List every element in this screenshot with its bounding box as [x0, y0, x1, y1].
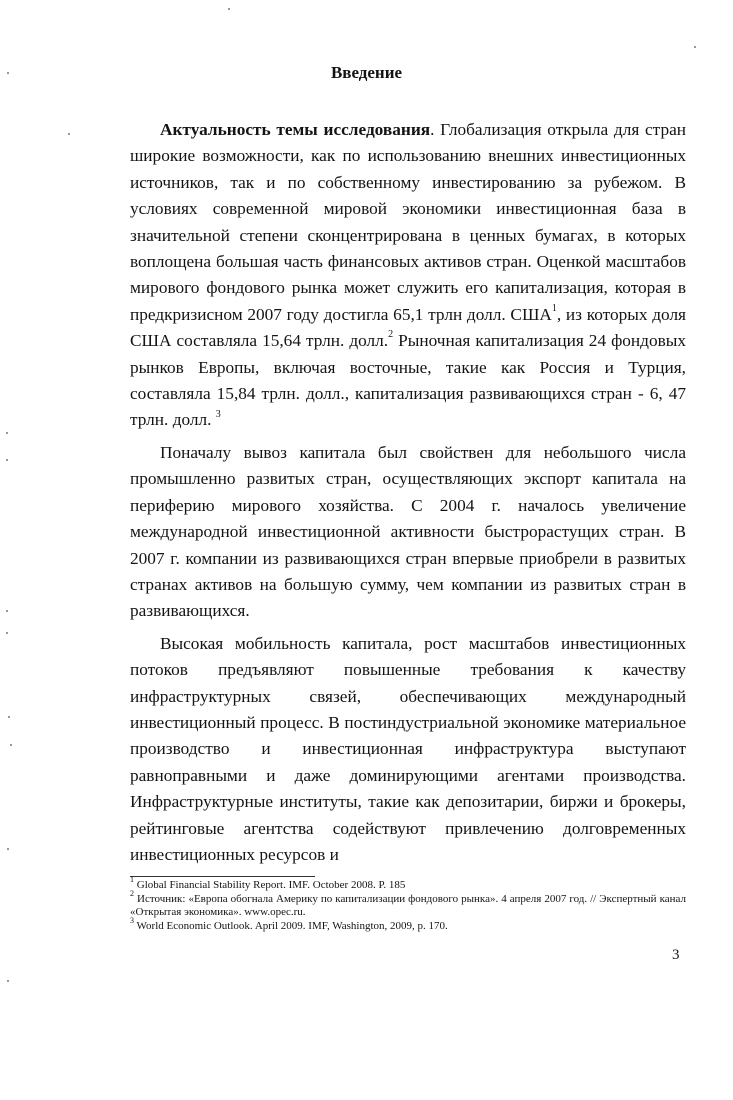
footnote-text: World Economic Outlook. April 2009. IMF, Washington, 2009, p. 170.: [134, 919, 448, 932]
footnote-text: Источник: «Европа обогнала Америку по капитализации фондового рынка». 4 апреля 2007 год. // Экспертный канал «Открытая экономика». www.opec.ru.: [130, 892, 686, 919]
scan-speck: [6, 459, 8, 461]
page-title: Введение: [330, 63, 403, 82]
body-text: [130, 117, 686, 868]
scan-speck: [8, 716, 10, 718]
scan-speck: [68, 133, 70, 135]
page-number: 3: [672, 947, 680, 963]
footnote-ref: 2: [388, 329, 394, 341]
scan-speck: [7, 72, 9, 74]
scan-speck: [7, 980, 9, 982]
footnote-ref: 1: [551, 303, 557, 315]
footnote-2: [130, 888, 686, 920]
footnote-mark: 3: [130, 916, 134, 926]
scan-speck: [6, 610, 8, 612]
footnote-divider: [130, 876, 315, 877]
paragraph-1: [130, 117, 686, 434]
paragraph-lead: Актуальность темы исследования: [160, 120, 431, 139]
paragraph-text: , из которых доля США составляла 15,64 трлн. долл.: [130, 304, 687, 351]
paragraph-text: Рыночная капитализация 24 фондовых рынков Европы, включая восточные, такие как Россия и Турция, составляла 15,84 трлн. долл., капитализация развивающихся стран - 6, 47 трлн. долл.: [130, 331, 687, 430]
footnote-mark: 2: [130, 888, 134, 898]
paragraph-3: Высокая мобильность капитала, рост масштабов инвестиционных потоков предъявляют повышенные требования к качеству инфраструктурных связей, обеспечивающих международный инвестиционный процесс. В постиндустриальной экономике материальное производство и инвестиционная инфраструктура выступают равноправными и даже доминирующими агентами производства. Инфраструктурные институты, такие как депозитарии, биржи и брокеры, рейтинговые агентства содействуют привлечению долговременных инвестиционных ресурсов и: [130, 633, 686, 864]
footnote-3: [130, 916, 686, 934]
footnote-1: [130, 875, 686, 893]
paragraph-text: . Глобализация открыла для стран широкие возможности, как по использованию внешних инвестиционных источников, так и по собственному инвестированию за рубежом. В условиях современной мировой экономики инвестиционная база в значительной степени сконцентрирована в ценных бумагах, в которых воплощена большая часть финансовых активов стран. Оценкой масштабов мирового фондового рынка может служить его капитализация, которая в предкризисном 2007 году достигла 65,1 трлн долл. США: [130, 120, 687, 324]
scan-speck: [694, 46, 696, 48]
scan-speck: [6, 432, 8, 434]
scan-speck: [10, 744, 12, 746]
scan-speck: [7, 848, 9, 850]
paragraph-2: Поначалу вывоз капитала был свойствен для небольшого числа промышленно развитых стран, осуществляющих экспорт капитала на периферию мирового хозяйства. С 2004 г. началось увеличение международной инвестиционной активности быстрорастущих стран. В 2007 г. компании из развивающихся стран впервые приобрели в развитых странах активов на большую сумму, чем компании из развитых стран в развивающихся.: [130, 442, 686, 621]
footnote-ref: 3: [215, 408, 221, 420]
footnotes: [130, 875, 686, 933]
scan-speck: [228, 8, 230, 10]
footnote-text: Global Financial Stability Report. IMF. October 2008. P. 185: [134, 879, 406, 891]
scan-speck: [6, 632, 8, 634]
footnote-mark: 1: [130, 875, 134, 885]
